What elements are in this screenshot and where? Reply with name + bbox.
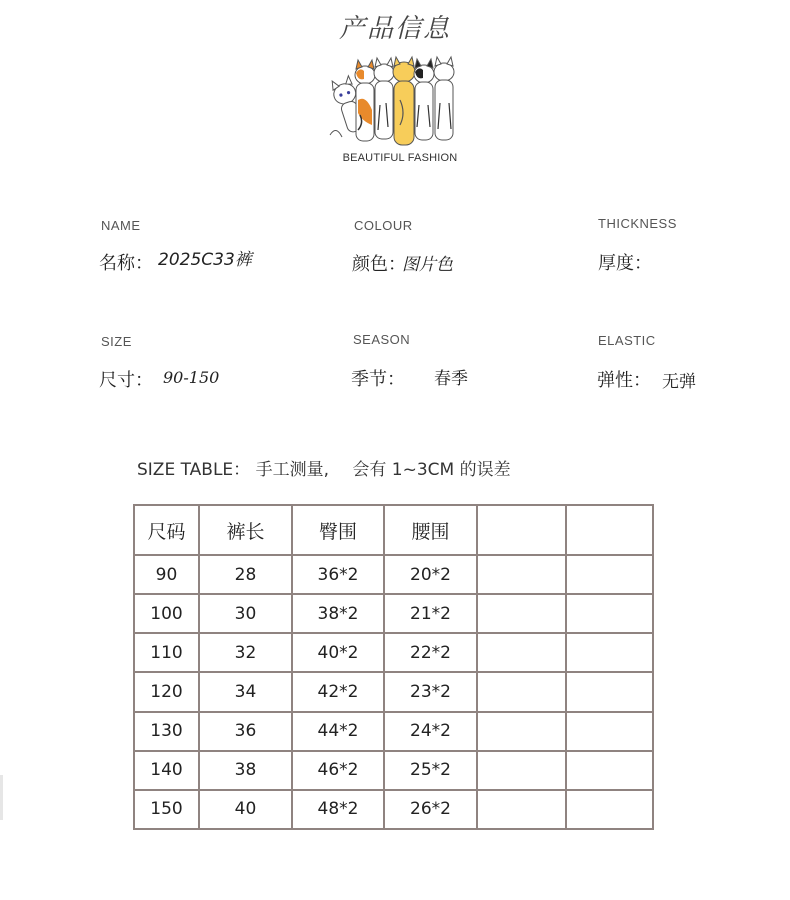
season-label: SEASON: [353, 332, 411, 347]
season-key: 季节：: [351, 369, 405, 390]
table-cell: [477, 672, 566, 711]
table-row: [134, 594, 653, 633]
table-cell: 22*2: [384, 633, 477, 672]
table-row: [134, 790, 653, 829]
table-cell: [566, 594, 653, 633]
elastic-value: 无弹: [662, 372, 696, 392]
table-row: [134, 555, 653, 594]
size-table-prefix: SIZE TABLE：: [137, 460, 251, 480]
season-value: 春季: [434, 369, 468, 389]
table-cell: [566, 672, 653, 711]
table-cell: [566, 712, 653, 751]
header-length: 裤长: [199, 505, 292, 555]
table-cell: 38: [199, 751, 292, 790]
table-cell: [566, 555, 653, 594]
table-cell: [566, 751, 653, 790]
table-cell: [477, 633, 566, 672]
table-cell: [477, 594, 566, 633]
table-cell: [566, 790, 653, 829]
table-row: [134, 633, 653, 672]
table-cell: 30: [199, 594, 292, 633]
colour-value: 图片色: [402, 255, 453, 275]
thickness-key: 厚度：: [598, 253, 652, 274]
table-row: [134, 751, 653, 790]
name-value: 2025C33裤: [158, 250, 252, 270]
table-cell: 90: [134, 555, 199, 594]
size-table-heading: [137, 455, 511, 480]
table-cell: 25*2: [384, 751, 477, 790]
logo-text: BEAUTIFUL FASHION: [342, 152, 458, 164]
table-cell: 140: [134, 751, 199, 790]
table-cell: 26*2: [384, 790, 477, 829]
table-cell: 23*2: [384, 672, 477, 711]
thickness-label: THICKNESS: [598, 216, 677, 231]
table-cell: 36*2: [292, 555, 384, 594]
edge-divider: [0, 775, 3, 820]
table-row: [134, 712, 653, 751]
table-cell: 120: [134, 672, 199, 711]
size-table-method: 手工测量,: [255, 460, 329, 480]
size-table-header-row: [134, 505, 653, 555]
header-size: 尺码: [134, 505, 199, 555]
size-table: [133, 504, 654, 830]
name-key: 名称：: [99, 253, 153, 274]
size-key: 尺寸：: [99, 370, 153, 391]
table-cell: 42*2: [292, 672, 384, 711]
table-cell: [477, 790, 566, 829]
table-cell: [477, 712, 566, 751]
size-label: SIZE: [101, 334, 132, 349]
header-waist: 腰围: [384, 505, 477, 555]
table-cell: 40: [199, 790, 292, 829]
page-title: 产品信息: [338, 14, 451, 44]
table-cell: [566, 633, 653, 672]
table-cell: [477, 751, 566, 790]
table-cell: 48*2: [292, 790, 384, 829]
table-cell: 21*2: [384, 594, 477, 633]
table-cell: 100: [134, 594, 199, 633]
table-cell: 44*2: [292, 712, 384, 751]
table-cell: [477, 555, 566, 594]
table-cell: 28: [199, 555, 292, 594]
table-row: [134, 672, 653, 711]
elastic-label: ELASTIC: [598, 333, 656, 348]
header-empty: [566, 505, 653, 555]
table-cell: 150: [134, 790, 199, 829]
colour-label: COLOUR: [354, 218, 413, 233]
size-table-note: 会有 1~3CM 的误差: [352, 460, 511, 480]
table-cell: 130: [134, 712, 199, 751]
table-cell: 32: [199, 633, 292, 672]
table-cell: 110: [134, 633, 199, 672]
header-hip: 臀围: [292, 505, 384, 555]
table-cell: 24*2: [384, 712, 477, 751]
header-empty: [477, 505, 566, 555]
table-cell: 36: [199, 712, 292, 751]
size-value: 90-150: [163, 368, 220, 387]
table-cell: 34: [199, 672, 292, 711]
colour-key: 颜色：: [352, 254, 406, 275]
elastic-key: 弹性：: [597, 370, 651, 391]
table-cell: 46*2: [292, 751, 384, 790]
table-cell: 38*2: [292, 594, 384, 633]
name-label: NAME: [101, 218, 141, 233]
table-cell: 40*2: [292, 633, 384, 672]
table-cell: 20*2: [384, 555, 477, 594]
